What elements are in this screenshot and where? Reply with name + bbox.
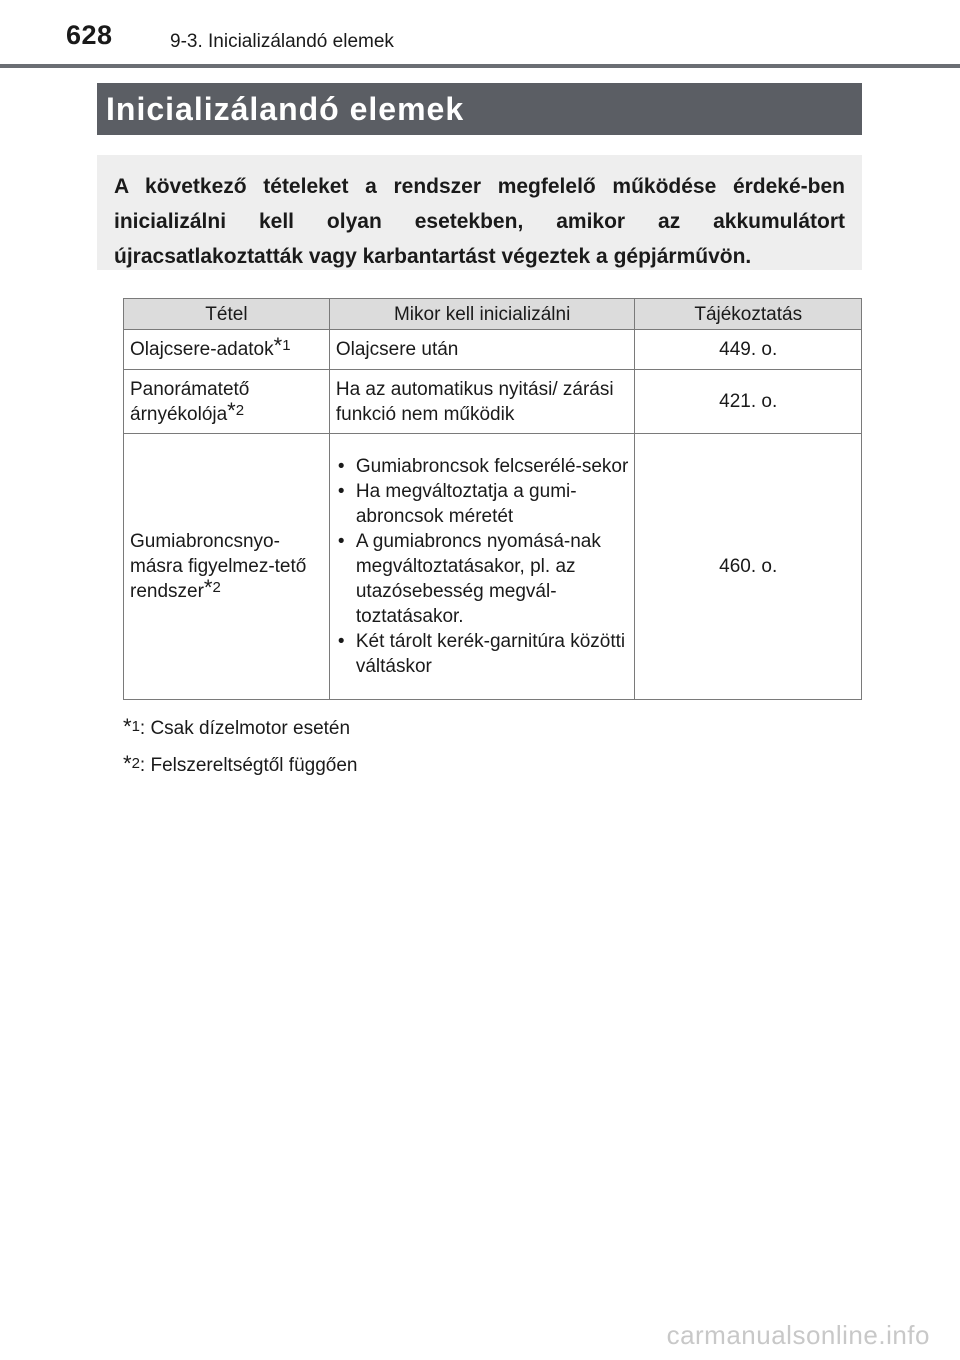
item-name: Panorámatető árnyékolója	[130, 378, 250, 425]
when-cell	[329, 434, 635, 700]
footnote-mark: *	[123, 751, 132, 776]
table-row	[124, 370, 862, 434]
item-cell	[124, 330, 330, 370]
footnote-2	[123, 751, 358, 777]
header-info: Tájékoztatás	[635, 299, 862, 330]
footnote-number: 2	[131, 755, 140, 772]
footnote-number: 1	[131, 718, 140, 735]
item-name: Gumiabroncsnyo-másra figyelmez-tető rendszer	[130, 531, 307, 602]
when-cell: Olajcsere után	[329, 330, 635, 370]
footnote-text: : Csak dízelmotor esetén	[139, 718, 351, 739]
intro-box	[97, 155, 862, 270]
item-name: Olajcsere-adatok	[130, 339, 274, 360]
item-cell	[124, 434, 330, 700]
list-item: • Két tárolt kerék-garnitúra közötti váltáskor	[336, 629, 629, 679]
running-head: 9-3. Inicializálandó elemek	[170, 31, 394, 52]
ref-cell: 449. o.	[635, 330, 862, 370]
header-when: Mikor kell inicializálni	[329, 299, 635, 330]
when-cell: Ha az automatikus nyitási/ zárási funkció nem működik	[329, 370, 635, 434]
when-list	[336, 454, 629, 679]
footnote-number: 1	[282, 337, 291, 354]
ref-cell: 421. o.	[635, 370, 862, 434]
footnote-1	[123, 714, 351, 740]
items-table	[123, 298, 862, 700]
footnote-mark: *	[273, 333, 283, 358]
section-title: Inicializálandó elemek	[106, 90, 465, 127]
list-item: • Ha megváltoztatja a gumi-abroncsok méretét	[336, 479, 629, 529]
list-item: • A gumiabroncs nyomásá-nak megváltoztatásakor, pl. az utazósebesség megvál-toztatásakor.	[336, 529, 629, 629]
table-header-row	[124, 299, 862, 330]
item-cell	[124, 370, 330, 434]
table-row	[124, 434, 862, 700]
section-title-bar	[97, 83, 862, 135]
page-number: 628	[66, 20, 113, 50]
footnote-mark: *	[227, 397, 236, 423]
list-item: • Gumiabroncsok felcserélé-sekor	[336, 454, 629, 479]
watermark: carmanualsonline.info	[666, 1320, 930, 1350]
footnote-mark: *	[203, 575, 213, 600]
header-item: Tétel	[124, 299, 330, 330]
footnote-number: 2	[235, 401, 245, 419]
footnote-text: : Felszereltségtől függően	[139, 755, 358, 776]
header-rule	[0, 64, 960, 68]
footnote-number: 2	[212, 579, 221, 596]
ref-cell: 460. o.	[635, 434, 862, 700]
footnote-mark: *	[123, 714, 132, 739]
intro-text: A következő tételeket a rendszer megfelelő működése érdeké-ben inicializálni kell olyan esetekben, amikor az akkumulátort újracsatlakoztatták vagy karbantartást végeztek a gépjárművön.	[114, 175, 845, 268]
table-row	[124, 330, 862, 370]
